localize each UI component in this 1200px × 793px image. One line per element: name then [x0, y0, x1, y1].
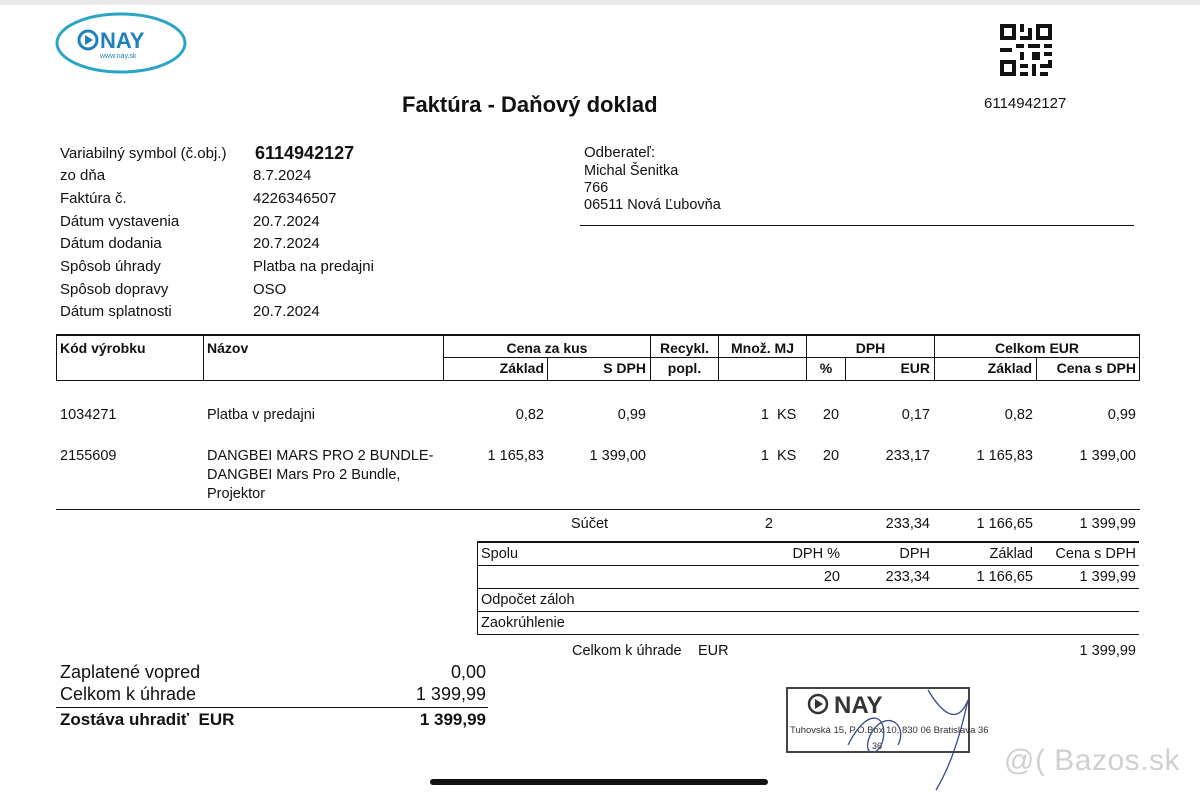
stamp-number: 36 [872, 741, 883, 751]
info-label: Spôsob úhrady [60, 258, 161, 275]
total-label: Celkom k úhrade [60, 684, 197, 704]
item-qty: 1 [760, 448, 769, 464]
sum-base: 1 166,65 [976, 516, 1033, 532]
divider [477, 542, 478, 634]
home-indicator[interactable] [430, 779, 768, 785]
divider [56, 509, 1140, 510]
rounding-label: Zaokrúhlenie [481, 615, 565, 631]
divider [56, 335, 57, 380]
divider [1139, 335, 1140, 380]
divider [203, 335, 204, 380]
stamp-brand: NAY [834, 692, 883, 717]
total-due-label: Celkom k úhrade [572, 643, 682, 659]
col-code: Kód výrobku [60, 340, 146, 356]
item-name: DANGBEI Mars Pro 2 Bundle, [207, 467, 401, 483]
col-vat-pct: % [819, 360, 833, 376]
col-price: Cena za kus [506, 340, 588, 356]
item-with-vat: 0,99 [617, 407, 646, 423]
info-label: Faktúra č. [60, 190, 127, 207]
document-title: Faktúra - Daňový doklad [402, 92, 658, 117]
spolu-label: Spolu [481, 546, 519, 562]
logo-url: www.nay.sk [100, 53, 137, 60]
divider [56, 380, 1140, 381]
qr-code-icon [1000, 24, 1052, 76]
col-total-with-vat: Cena s DPH [1056, 360, 1136, 376]
sum-with-vat: 1 399,99 [1079, 516, 1136, 532]
vat-label: DPH [899, 546, 930, 562]
item-name: DANGBEI MARS PRO 2 BUNDLE- [207, 448, 434, 464]
col-popl: popl. [667, 360, 702, 376]
remaining-value: 1 399,99 [419, 710, 486, 729]
customer-city: 06511 Nová Ľubovňa [584, 197, 721, 213]
col-qty: Množ. MJ [731, 340, 794, 356]
customer-name: Michal Šenitka [584, 163, 679, 179]
vat-pct-label: DPH % [792, 546, 840, 562]
item-qty: 1 [760, 407, 769, 423]
nay-logo [54, 10, 188, 76]
item-total-base: 0,82 [1004, 407, 1033, 423]
summary-vat: 233,34 [885, 569, 930, 585]
divider [477, 565, 1139, 566]
divider [477, 611, 1139, 612]
prepaid-label: Zaplatené vopred [60, 662, 201, 682]
variable-symbol: 6114942127 [255, 143, 355, 163]
col-recycl: Recykl. [659, 340, 710, 356]
item-vat-pct: 20 [822, 407, 840, 423]
with-vat-label: Cena s DPH [1055, 546, 1136, 562]
item-unit: KS [777, 407, 797, 423]
company-stamp [786, 687, 989, 753]
info-label: Dátum splatnosti [60, 303, 172, 320]
item-vat-pct: 20 [822, 448, 840, 464]
top-edge [0, 0, 1200, 5]
divider [56, 707, 488, 708]
document-number: 6114942127 [984, 95, 1067, 112]
info-value: 20.7.2024 [253, 235, 320, 252]
advances-label: Odpočet záloh [481, 592, 575, 608]
total-due: 1 399,99 [1079, 643, 1136, 659]
item-base: 0,82 [515, 407, 544, 423]
item-code: 1034271 [60, 407, 117, 423]
item-name: Projektor [207, 486, 266, 502]
info-value: Platba na predajni [253, 258, 374, 275]
stamp-address: Tuhovská 15, P.O.Box 10, 830 06 Bratislava 36 [790, 725, 989, 736]
customer-label: Odberateľ: [584, 144, 656, 161]
summary-base: 1 166,65 [976, 569, 1033, 585]
col-with-vat: S DPH [603, 360, 646, 376]
info-value: OSO [253, 281, 287, 298]
info-label: Dátum vystavenia [60, 213, 180, 230]
item-with-vat: 1 399,00 [589, 448, 646, 464]
item-name: Platba v predajni [207, 407, 316, 423]
item-code: 2155609 [60, 448, 117, 464]
col-vat: DPH [855, 340, 886, 356]
item-unit: KS [777, 448, 797, 464]
col-vat-eur: EUR [900, 360, 930, 376]
sum-qty: 2 [764, 516, 773, 532]
item-vat-eur: 233,17 [885, 448, 930, 464]
customer-street: 766 [584, 180, 609, 196]
info-value: 4226346507 [253, 190, 337, 207]
item-total-base: 1 165,83 [976, 448, 1033, 464]
divider [477, 588, 1139, 589]
info-label: zo dňa [60, 167, 106, 184]
item-vat-eur: 0,17 [901, 407, 930, 423]
item-total-with-vat: 1 399,00 [1079, 448, 1136, 464]
col-name: Názov [207, 340, 249, 356]
sum-vat: 233,34 [885, 516, 930, 532]
info-value: 20.7.2024 [253, 213, 320, 230]
prepaid-value: 0,00 [450, 662, 486, 682]
col-total: Celkom EUR [994, 340, 1080, 356]
sum-label: Súčet [571, 516, 609, 532]
total-due-currency: EUR [698, 643, 729, 659]
divider [477, 541, 1139, 543]
summary-vat-pct: 20 [823, 569, 840, 585]
signature [828, 685, 978, 793]
bazos-watermark: @( Bazos.sk [1004, 744, 1180, 777]
col-base: Základ [499, 360, 544, 376]
divider [580, 225, 1134, 226]
item-base: 1 165,83 [487, 448, 544, 464]
summary-with-vat: 1 399,99 [1079, 569, 1136, 585]
info-value: 20.7.2024 [253, 303, 320, 320]
info-label: Spôsob dopravy [60, 281, 169, 298]
base-label: Základ [989, 546, 1033, 562]
item-total-with-vat: 0,99 [1107, 407, 1136, 423]
divider [56, 334, 1140, 336]
info-label: Variabilný symbol (č.obj.) [60, 145, 227, 162]
info-value: 8.7.2024 [253, 167, 312, 184]
divider [477, 634, 1139, 635]
info-label: Dátum dodania [60, 235, 162, 252]
total-value: 1 399,99 [415, 684, 486, 704]
col-total-base: Základ [987, 360, 1032, 376]
logo-text: NAY [100, 28, 145, 53]
remaining-label: Zostáva uhradiť EUR [60, 710, 235, 729]
